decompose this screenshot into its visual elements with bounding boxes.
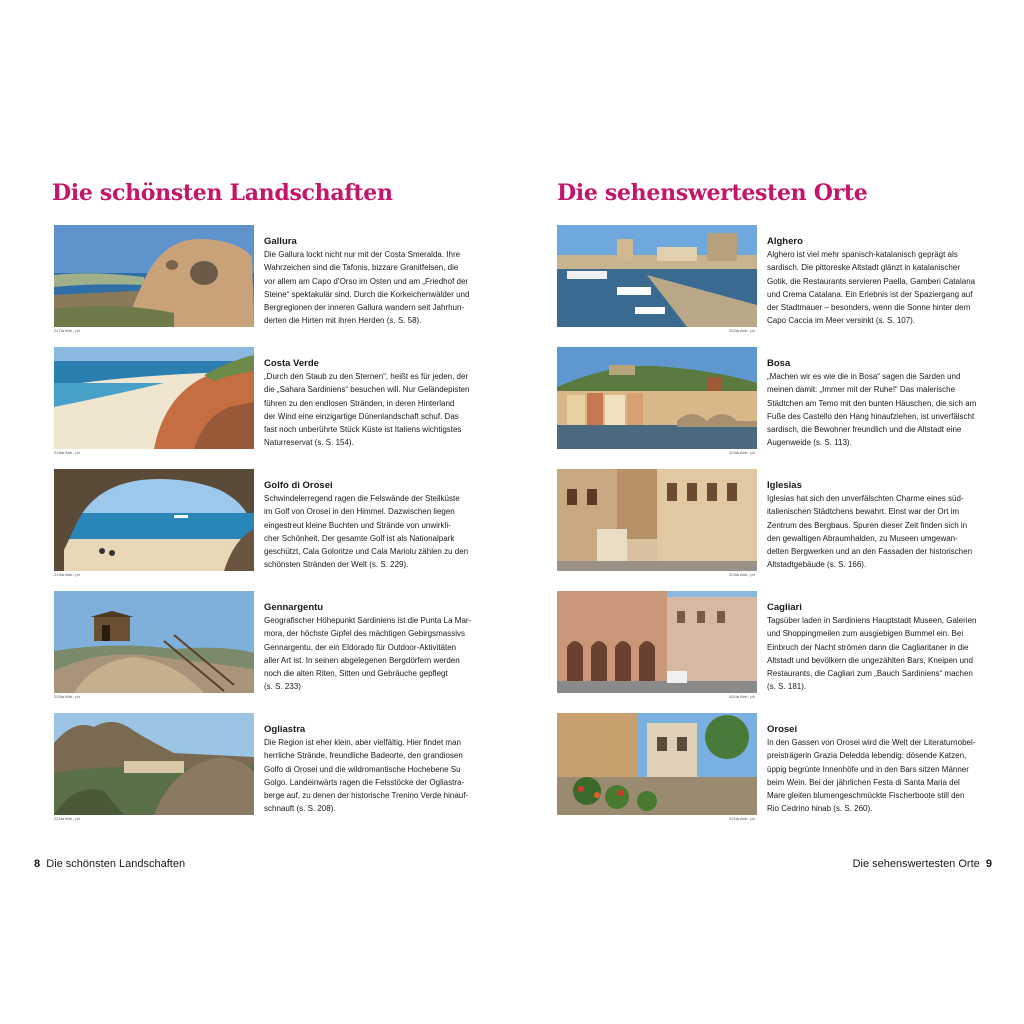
right-page xyxy=(512,0,1024,1024)
entry-text xyxy=(767,236,979,328)
entry-title: Costa Verde xyxy=(264,358,319,369)
left-page-heading: Die schönsten Landschaften xyxy=(52,180,393,206)
entry-text xyxy=(767,480,979,572)
entry-line: beim Wein. Bei der jährlichen Festa di Santa Maria del xyxy=(767,777,960,787)
entry-line: Bergregionen der inneren Gallura wandern seit Jahrhun- xyxy=(264,303,465,313)
entry-line: Alghero ist viel mehr spanisch-katalanisch geprägt als xyxy=(767,250,958,259)
right-page-footer xyxy=(853,858,992,870)
entry-title: Ogliastra xyxy=(264,724,306,735)
entry-line: Schwindelerregend ragen die Felswände der Steilküste xyxy=(264,494,460,503)
entry-line: In den Gassen von Orosei wird die Welt der Literaturnobel- xyxy=(767,738,976,747)
entry-line: Iglesias hat sich den unverfälschten Charme eines süd- xyxy=(767,494,964,503)
gallura-photo xyxy=(54,225,254,327)
entry-line: Gennargentu, der ein Eldorado für Outdoor-Aktivitäten xyxy=(264,642,457,652)
entry-line: noch die alten Riten, Sitten und Gebräuche gepflegt xyxy=(264,669,448,679)
photo-credit: 218ta Abb.: ph xyxy=(54,450,80,455)
entry-line: Altstadtgebäude (s. S. 166). xyxy=(767,560,867,570)
entry-line: der Wind eine einzigartige Dünenlandschaft schuf. Das xyxy=(264,411,459,421)
iglesias-photo xyxy=(557,469,757,571)
photo-credit: 217ta Abb.: ph xyxy=(54,328,80,333)
entry-line: Altstadt und bevölkern die ungezählten Bars, Kneipen und xyxy=(767,655,973,665)
entry-line: italienischen Städtchens bewahrt. Einst war der Ort im xyxy=(767,507,960,517)
entry-bosa xyxy=(557,347,977,459)
entry-line: Golfo di Orosei und die wildromantische Hochebene Su xyxy=(264,764,461,774)
ogliastra-photo xyxy=(54,713,254,815)
entry-line: sardisch, die Bewohner freundlich und die Altstadt eine xyxy=(767,425,962,435)
left-page-footer xyxy=(34,858,185,870)
entry-text xyxy=(767,358,979,450)
entry-cagliari xyxy=(557,591,977,703)
entry-line: (s. S. 181). xyxy=(767,682,807,692)
entry-title: Orosei xyxy=(767,724,798,735)
entry-text xyxy=(264,236,476,328)
entry-line: fast noch unberührte Stück Küste ist Italiens wichtigstes xyxy=(264,425,462,435)
entry-text xyxy=(767,602,979,694)
entry-title: Gallura xyxy=(264,236,297,247)
cagliari-photo xyxy=(557,591,757,693)
entry-line: Geografischer Höhepunkt Sardiniens ist die Punta La Mar- xyxy=(264,616,472,625)
entry-line: Wahrzeichen sind die Tafonis, bizzare Granitfelsen, die xyxy=(264,263,459,273)
photo-credit: 221ta Abb.: ph xyxy=(54,816,80,821)
entry-line: aller Art ist. In seinen abgelegenen Bergdörfern werden xyxy=(264,655,460,665)
costa-verde-photo xyxy=(54,347,254,449)
entry-line: im Golf von Orosei in den Himmel. Dazwischen liegen xyxy=(264,507,455,517)
entry-text xyxy=(264,358,476,450)
entry-orosei xyxy=(557,713,977,825)
entry-title: Cagliari xyxy=(767,602,802,613)
entry-line: Gotik, die Restaurants servieren Paella, Gamberi Catalana xyxy=(767,276,976,286)
entry-line: Die Region ist eher klein, aber vielfältig. Hier findet man xyxy=(264,738,461,747)
entry-line: Tagsüber laden in Sardiniens Hauptstadt Museen, Galerien xyxy=(767,616,977,625)
golfo-di-orosei-photo xyxy=(54,469,254,571)
entry-line: und Shoppingmeilen zum ausgiebigen Bummel ein. Bei xyxy=(767,629,964,639)
entry-iglesias xyxy=(557,469,977,581)
entry-line: cher Schönheit. Der gesamte Golf ist als Nationalpark xyxy=(264,533,455,543)
entry-line: preisträgerin Grazia Deledda lebendig: dösende Katzen, xyxy=(767,751,967,761)
entry-line: Einbruch der Nacht strömen dann die Cagliaritaner in die xyxy=(767,642,969,652)
entry-line: berge auf, zu denen der historische Trenino Verde hinauf- xyxy=(264,791,469,801)
entry-text xyxy=(767,724,979,816)
entry-line: den gewaltigen Abraumhalden, zu Museen umgewan- xyxy=(767,533,958,543)
entry-line: derten die Hirten mit ihren Herden (s. S. 58). xyxy=(264,316,422,326)
entry-line: führen zu den endlosen Stränden, in deren Hinterland xyxy=(264,398,455,408)
entry-text xyxy=(264,480,476,572)
entry-line: der Stadtmauer – besonders, wenn die Sonne hinter dem xyxy=(767,303,971,313)
entry-text xyxy=(264,724,476,816)
entry-line: üppig begrünte Innenhöfe und in den Bars sitzen Männer xyxy=(767,764,969,774)
entry-line: Capo Caccia im Meer versinkt (s. S. 107). xyxy=(767,316,916,326)
entry-line: mora, der höchste Gipfel des mächtigen Gebirgsmassivs xyxy=(264,629,465,639)
entry-line: geschützt, Cala Goloritze und Cala Mariolu zählen zu den xyxy=(264,547,469,557)
entry-ogliastra xyxy=(54,713,474,825)
entry-line: schönsten Stränden der Welt (s. S. 229). xyxy=(264,560,409,570)
page-number: 9 xyxy=(985,858,992,870)
entry-line: Golgo. Landeinwärts ragen die Felsstöcke der Ogliastra- xyxy=(264,777,465,787)
entry-line: sardisch. Die pittoreske Altstadt glänzt in katalanischer xyxy=(767,263,960,273)
entry-line: die „Sahara Sardiniens“ besuchen will. Nur Geländepisten xyxy=(264,385,470,395)
entry-line: (s. S. 233) xyxy=(264,682,301,692)
entry-golfo-di-orosei xyxy=(54,469,474,581)
entry-title: Golfo di Orosei xyxy=(264,480,333,491)
photo-credit: 221ta Abb.: ph xyxy=(729,816,755,821)
entry-title: Iglesias xyxy=(767,480,802,491)
entry-line: Zentrum des Bergbaus. Spuren dieser Zeit finden sich in xyxy=(767,520,968,530)
entry-line: Naturreservat (s. S. 154). xyxy=(264,438,354,448)
footer-title: Die sehenswertesten Orte xyxy=(852,858,980,870)
entry-line: Fuße des Castello den Hang hinaufziehen, ist unverfälscht xyxy=(767,411,975,421)
entry-gennargentu xyxy=(54,591,474,703)
photo-credit: 219ta Abb.: ph xyxy=(54,572,80,577)
entry-line: „Machen wir es wie die in Bosa“ sagen die Sarden und xyxy=(767,372,961,381)
bosa-photo xyxy=(557,347,757,449)
entry-line: schnauft (s. S. 208). xyxy=(264,804,336,814)
gennargentu-photo xyxy=(54,591,254,693)
alghero-photo xyxy=(557,225,757,327)
entry-line: und Crema Catalana. Ein Erlebnis ist der Spaziergang auf xyxy=(767,289,973,299)
page-number: 8 xyxy=(34,858,41,870)
entry-line: Städtchen am Temo mit den bunten Häuschen, die sich am xyxy=(767,398,977,408)
entry-title: Bosa xyxy=(767,358,791,369)
photo-credit: 224ta Abb.: ph xyxy=(729,572,755,577)
entry-line: Restaurants, die Cagliari zum „Bauch Sardiniens“ machen xyxy=(767,669,973,679)
photo-credit: 401ta Abb.: ph xyxy=(729,694,755,699)
entry-line: Augenweide (s. S. 113). xyxy=(767,438,852,448)
entry-line: Die Gallura lockt nicht nur mit der Costa Smeralda. Ihre xyxy=(264,250,461,259)
entry-line: herrliche Strände, freundliche Badeorte, den grandiosen xyxy=(264,751,463,761)
entry-alghero xyxy=(557,225,977,337)
entry-line: Steine“ spektakulär sind. Durch die Korkeichenwälder und xyxy=(264,289,470,299)
entry-text xyxy=(264,602,476,694)
photo-credit: 220ta Abb.: ph xyxy=(54,694,80,699)
entry-title: Alghero xyxy=(767,236,803,247)
footer-title: Die schönsten Landschaften xyxy=(46,858,186,870)
right-page-heading: Die sehenswertesten Orte xyxy=(557,180,868,206)
entry-line: „Durch den Staub zu den Sternen“, heißt es für jeden, der xyxy=(264,372,469,381)
entry-title: Gennargentu xyxy=(264,602,324,613)
photo-credit: 222ta Abb.: ph xyxy=(729,328,755,333)
entry-costa-verde xyxy=(54,347,474,459)
entry-line: eingestreut kleine Buchten und Strände von unwirkli- xyxy=(264,520,451,530)
entry-line: meinen damit: „Immer mit der Ruhe!“ Das malerische xyxy=(767,385,956,395)
entry-line: Rio Cedrino hinab (s. S. 260). xyxy=(767,804,873,814)
entry-line: vor allem am Capo d’Orso im Osten und am „Friedhof der xyxy=(264,276,469,286)
entry-gallura xyxy=(54,225,474,337)
entry-line: delten Bergwerken und an den Fassaden der historischen xyxy=(767,547,973,557)
entry-line: Mare gleiten blumengeschmückte Fischerboote still den xyxy=(767,791,965,801)
photo-credit: 224ta Abb.: ph xyxy=(729,450,755,455)
orosei-photo xyxy=(557,713,757,815)
